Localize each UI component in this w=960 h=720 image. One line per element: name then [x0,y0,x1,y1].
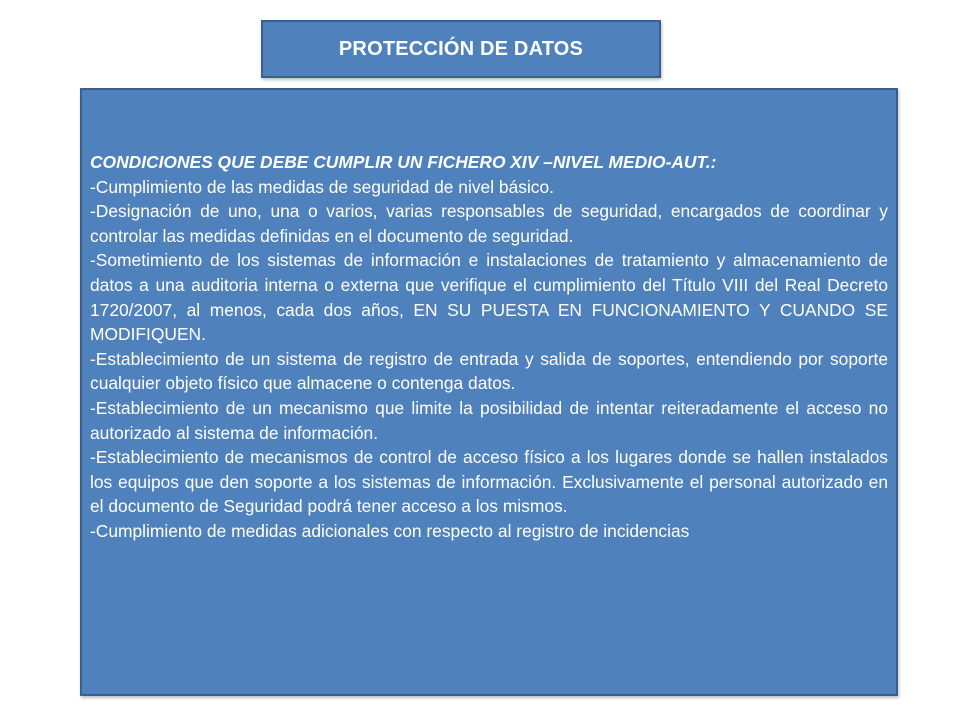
page-title: PROTECCIÓN DE DATOS [338,37,584,60]
condition-item-5: -Establecimiento de un mecanismo que limite la posibilidad de intentar reiteradamente el acceso no autorizado al sistema de información. [90,397,888,443]
title-box [261,20,661,78]
conditions-heading: CONDICIONES QUE DEBE CUMPLIR UN FICHERO XIV –NIVEL MEDIO-AUT.: [90,152,717,172]
condition-item-6: -Establecimiento de mecanismos de control de acceso físico a los lugares donde se hallen instalados los equipos que den soporte a los sistemas de información. Exclusivamente el personal autorizado en el documento de Seguridad podrá tener acceso a los mismos. [90,447,888,517]
condition-item-4: -Establecimiento de un sistema de registro de entrada y salida de soportes, entendiendo por soporte cualquier objeto físico que almacene o contenga datos. [90,348,888,394]
content-box [80,88,898,696]
condition-item-7: -Cumplimiento de medidas adicionales con respecto al registro de incidencias [90,520,690,541]
condition-item-2: -Designación de uno, una o varios, varias responsables de seguridad, encargados de coordinar y controlar las medidas definidas en el documento de seguridad. [90,201,888,246]
condition-item-1: -Cumplimiento de las medidas de seguridad de nivel básico. [90,176,555,197]
condition-item-3: -Sometimiento de los sistemas de información e instalaciones de tratamiento y almacenamiento de datos a una auditoria interna o externa que verifique el cumplimiento del Título VIII del Real Decreto 1720/2007, al menos, cada dos años, EN SU PUESTA EN FUNCIONAMIENTO Y CUANDO SE MODIFIQUEN. [90,250,888,345]
